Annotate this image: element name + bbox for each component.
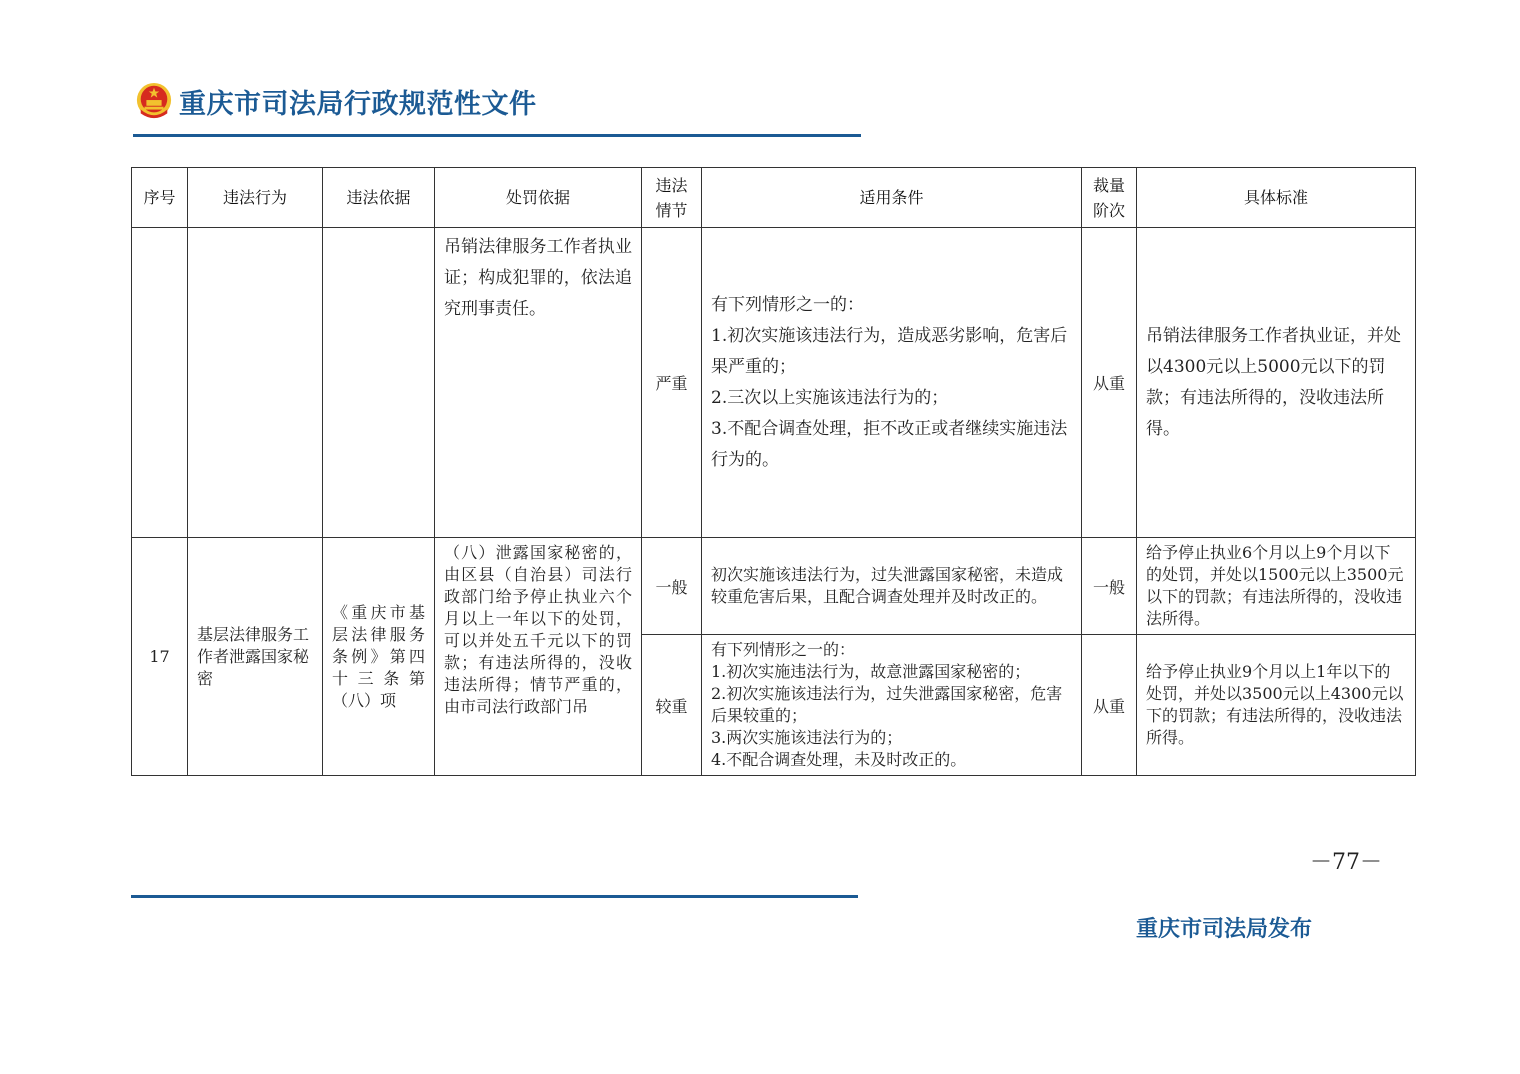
column-header: 处罚依据 bbox=[435, 168, 642, 228]
severity: 严重 bbox=[642, 228, 702, 538]
row-number bbox=[132, 228, 188, 538]
violation-basis: 《重庆市基层法律服务条例》第四十三条第（八）项 bbox=[332, 602, 425, 710]
conditions bbox=[702, 286, 1081, 480]
specific-standard: 吊销法律服务工作者执业证，并处以4300元以上5000元以下的罚款；有违法所得的，没收违法所得。 bbox=[1146, 325, 1401, 439]
column-header: 具体标准 bbox=[1137, 168, 1416, 228]
violation-act bbox=[188, 228, 323, 538]
header-divider bbox=[133, 134, 861, 137]
column-header: 适用条件 bbox=[702, 168, 1082, 228]
condition-line: 有下列情形之一的： bbox=[711, 640, 856, 659]
table-row bbox=[132, 228, 1416, 538]
condition-line: 3.两次实施该违法行为的； bbox=[711, 728, 903, 747]
condition-line: 1.初次实施该违法行为，造成恶劣影响，危害后果严重的； bbox=[711, 325, 1068, 377]
publisher-label: 重庆市司法局发布 bbox=[1136, 917, 1313, 942]
discretion-level: 一般 bbox=[1082, 538, 1137, 635]
condition-line: 有下列情形之一的： bbox=[711, 294, 864, 315]
national-emblem-icon bbox=[135, 81, 173, 121]
column-header: 裁量 阶次 bbox=[1082, 168, 1137, 228]
table-header-row bbox=[132, 168, 1416, 228]
table-row bbox=[132, 538, 1416, 635]
penalty-table bbox=[131, 167, 1416, 776]
condition-line: 1.初次实施违法行为，故意泄露国家秘密的； bbox=[711, 662, 1031, 681]
column-header: 序号 bbox=[132, 168, 188, 228]
condition-line: 3.不配合调查处理，拒不改正或者继续实施违法行为的。 bbox=[711, 418, 1068, 470]
document-header bbox=[135, 78, 537, 124]
conditions bbox=[702, 635, 1081, 775]
page-number: －77－ bbox=[1310, 850, 1382, 875]
condition-line: 2.三次以上实施该违法行为的； bbox=[711, 387, 949, 408]
severity: 较重 bbox=[642, 635, 702, 776]
violation-act: 基层法律服务工作者泄露国家秘密 bbox=[197, 624, 310, 688]
specific-standard: 给予停止执业6个月以上9个月以下的处罚，并处以1500元以上3500元以下的罚款；有违法所得的，没收违法所得。 bbox=[1146, 543, 1404, 628]
specific-standard: 给予停止执业9个月以上1年以下的处罚，并处以3500元以上4300元以下的罚款；有违法所得的，没收违法所得。 bbox=[1146, 662, 1404, 747]
violation-basis bbox=[323, 228, 435, 538]
penalty-basis: 吊销法律服务工作者执业证；构成犯罪的，依法追究刑事责任。 bbox=[444, 237, 632, 319]
severity: 一般 bbox=[642, 538, 702, 635]
conditions: 初次实施该违法行为，过失泄露国家秘密，未造成较重危害后果，且配合调查处理并及时改正的。 bbox=[711, 565, 1064, 606]
condition-line: 2.初次实施该违法行为，过失泄露国家秘密，危害后果较重的； bbox=[711, 684, 1063, 725]
footer-divider bbox=[131, 895, 858, 898]
column-header: 违法 情节 bbox=[642, 168, 702, 228]
column-header: 违法依据 bbox=[323, 168, 435, 228]
header-title: 重庆市司法局行政规范性文件 bbox=[179, 88, 537, 120]
condition-line: 4.不配合调查处理，未及时改正的。 bbox=[711, 750, 967, 769]
column-header: 违法行为 bbox=[188, 168, 323, 228]
discretion-level: 从重 bbox=[1082, 635, 1137, 776]
row-number: 17 bbox=[132, 538, 188, 776]
discretion-level: 从重 bbox=[1082, 228, 1137, 538]
penalty-basis: （八）泄露国家秘密的，由区县（自治县）司法行政部门给予停止执业六个月以上一年以下的处罚，可以并处五千元以下的罚款；有违法所得的，没收违法所得；情节严重的，由市司法行政部门吊 bbox=[444, 543, 632, 716]
